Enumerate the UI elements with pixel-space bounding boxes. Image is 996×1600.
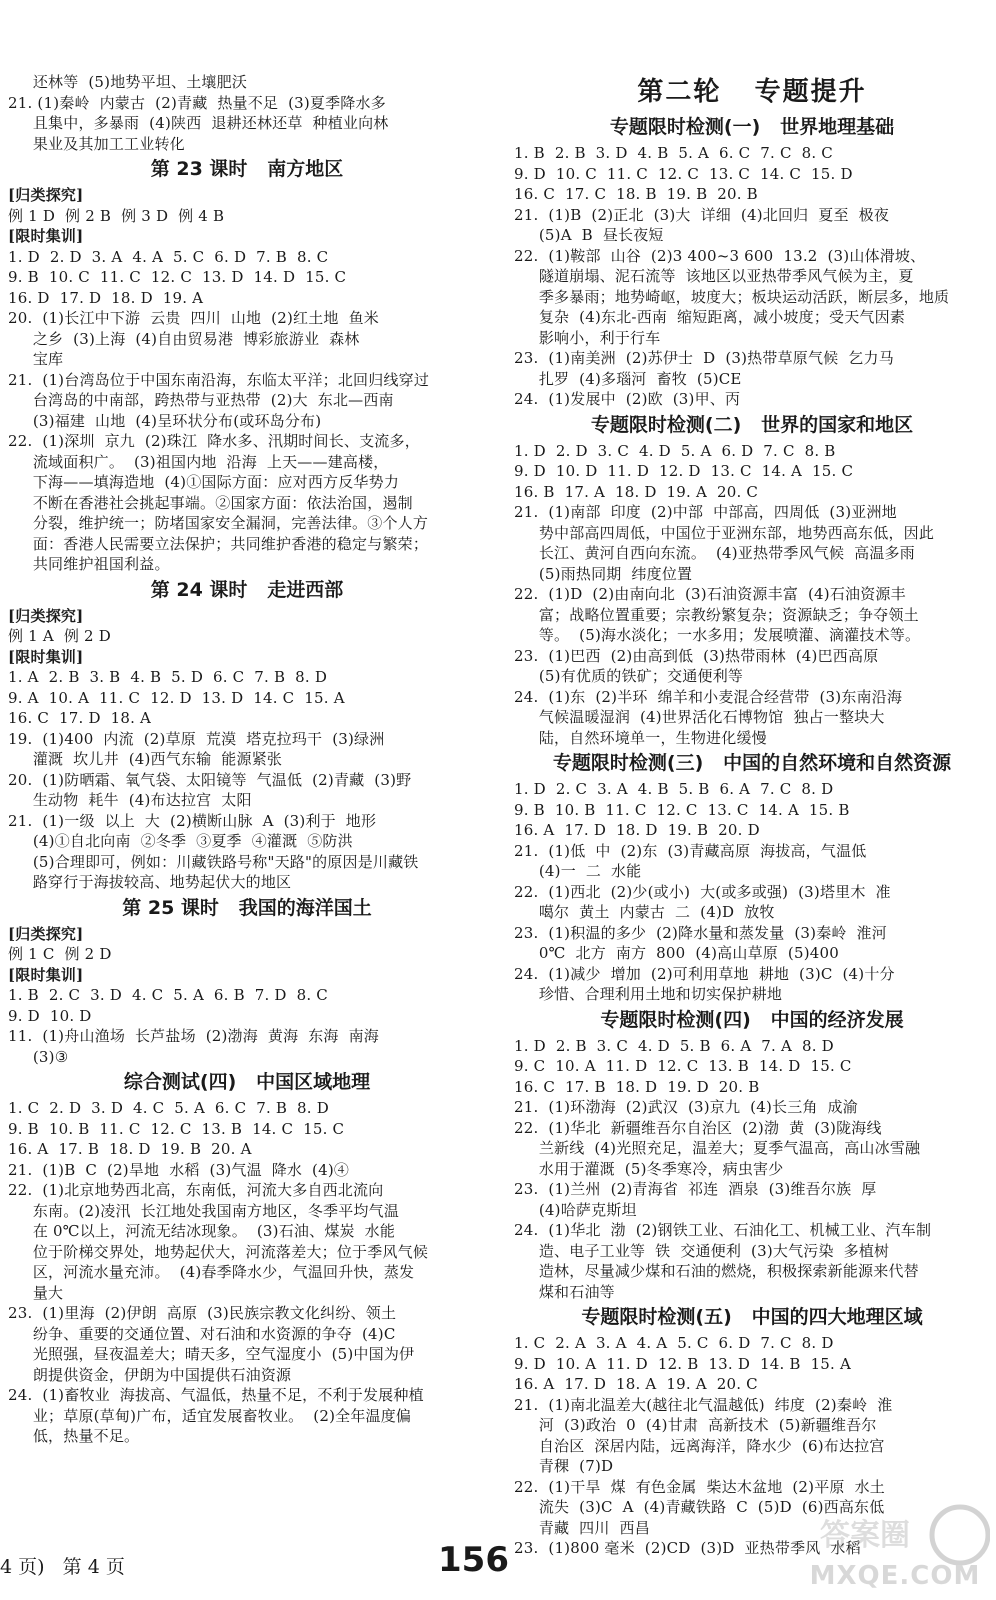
answer-line: 9. B 10. B 11. C 12. C 13. C 14. A 15. B — [514, 800, 850, 819]
answer-line: 扎罗 (4)多瑙河 畜牧 (5)CE — [514, 369, 742, 388]
answer-line: 水用于灌溉 (5)冬季寒冷，病虫害少 — [514, 1159, 784, 1178]
answer-line: 兰新线 (4)光照充足，温差大；夏季气温高，高山冰雪融 — [514, 1139, 921, 1157]
answer-line: 造林，尽量减少煤和石油的燃烧，积极探索新能源来代替 — [514, 1262, 919, 1280]
answer-line: 宝库 — [8, 350, 64, 368]
lesson-heading: 专题限时检测(二) 世界的国家和地区 — [590, 413, 914, 436]
answer-line: 22. (1)华北 新疆维吾尔自治区 (2)渤 黄 (3)陇海线 — [514, 1118, 882, 1137]
answer-line: 23. (1)南美洲 (2)苏伊士 D (3)热带草原气候 乞力马 — [514, 349, 894, 367]
section-tag: [限时集训] — [8, 647, 84, 666]
watermark-seal-icon — [800, 1500, 990, 1570]
answer-line: 陆，自然环境单一，生物进化缓慢 — [514, 728, 767, 747]
answer-line: 位于阶梯交界处，地势起伏大，河流落差大；位于季风气候 — [8, 1242, 429, 1261]
answer-line: 9. B 10. B 11. C 12. C 13. B 14. C 15. C — [8, 1119, 345, 1138]
answer-line: 23. (1)巴西 (2)由高到低 (3)热带雨林 (4)巴西高原 — [514, 646, 879, 665]
lesson-heading: 专题限时检测(四) 中国的经济发展 — [600, 1008, 904, 1031]
answer-line: (4)①自北向南 ②冬季 ③夏季 ④灌溉 ⑤防洪 — [8, 832, 353, 850]
answer-line: 16. C 17. C 18. B 19. B 20. B — [514, 185, 758, 203]
watermark-text: MXQE.COM — [809, 1561, 981, 1591]
answer-line: 之乡 (3)上海 (4)自由贸易港 博彩旅游业 森林 — [8, 329, 360, 348]
answer-line: 23. (1)里海 (2)伊朗 高原 (3)民族宗教文化纠纷、领土 — [8, 1304, 397, 1322]
answer-line: 例 1 C 例 2 D — [8, 945, 112, 963]
answer-line: 路穿行于海拔较高、地势起伏大的地区 — [8, 873, 292, 891]
answer-line: (4)一 二 水能 — [514, 862, 642, 880]
answer-line: (5)有优质的铁矿；交通便利等 — [514, 667, 744, 685]
answer-line: 24. (1)华北 渤 (2)钢铁工业、石油化工、机械工业、汽车制 — [514, 1221, 932, 1239]
answer-line: 造、电子工业等 铁 交通便利 (3)大气污染 多植树 — [514, 1241, 890, 1260]
section-tag: [归类探究] — [8, 186, 84, 204]
answer-line: 东南。(2)凌汛 长江地处我国南方地区，冬季平均气温 — [8, 1201, 400, 1220]
answer-line: 1. C 2. D 3. D 4. C 5. A 6. C 7. B 8. D — [8, 1099, 329, 1117]
svg-text:答案圈: 答案圈 — [820, 1518, 910, 1553]
answer-line: 21. (1)南部 印度 (2)中部 中部高，四周低 (3)亚洲地 — [514, 503, 897, 521]
answer-line: 1. D 2. C 3. A 4. B 5. B 6. A 7. C 8. D — [514, 780, 834, 798]
footer-page-info: 4 页) 第 4 页 — [0, 1556, 125, 1578]
lesson-heading: 专题限时检测(一) 世界地理基础 — [609, 116, 895, 138]
answer-line: 23. (1)兰州 (2)青海省 祁连 酒泉 (3)维吾尔族 厚 — [514, 1180, 877, 1198]
answer-line: 19. (1)400 内流 (2)草原 荒漠 塔克拉玛干 (3)绿洲 — [8, 729, 385, 748]
answer-line: 1. A 2. B 3. B 4. B 5. D 6. C 7. B 8. D — [8, 668, 328, 686]
answer-line: 还林等 (5)地势平坦、土壤肥沃 — [8, 73, 248, 91]
answer-line: 共同维护祖国利益。 — [8, 555, 170, 573]
answer-line: 24. (1)发展中 (2)欧 (3)甲、丙 — [514, 390, 741, 408]
answer-line: (5)A B 昼长夜短 — [514, 226, 664, 244]
answer-line: 青藏 四川 西昌 — [514, 1518, 650, 1537]
answer-line: 量大 — [8, 1283, 64, 1302]
answer-line: 面：香港人民需要立法保护；共同维护香港的稳定与繁荣； — [8, 534, 429, 553]
answer-line: 22. (1)鞍部 山谷 (2)3 400~3 600 13.2 (3)山体滑坡、 — [514, 246, 926, 265]
answer-line: 流域面积广。 (3)祖国内地 沿海 上天——建高楼， — [8, 452, 389, 471]
answer-line: 1. D 2. D 3. C 4. D 5. A 6. D 7. C 8. B — [514, 441, 836, 460]
answer-line: 21. (1)南北温差大(越往北气温越低) 纬度 (2)秦岭 淮 — [514, 1395, 893, 1414]
answer-line: 1. B 2. B 3. D 4. B 5. A 6. C 7. C 8. C — [514, 144, 833, 162]
lesson-heading: 综合测试(四) 中国区域地理 — [123, 1071, 371, 1093]
answer-line: 青稞 (7)D — [514, 1457, 614, 1475]
answer-line: 16. A 17. D 18. D 19. B 20. D — [514, 821, 760, 839]
answer-line: 1. C 2. A 3. A 4. A 5. C 6. D 7. C 8. D — [514, 1334, 834, 1352]
answer-line: 24. (1)减少 增加 (2)可利用草地 耕地 (3)C (4)十分 — [514, 964, 895, 983]
answer-line: 21. (1)B C (2)旱地 水稻 (3)气温 降水 (4)④ — [8, 1160, 350, 1179]
answer-line: 富；战略位置重要；宗教纷繁复杂；资源缺乏；争夺领土 — [514, 605, 919, 624]
answer-line: 且集中，多暴雨 (4)陕西 退耕还林还草 种植业向林 — [8, 114, 389, 132]
answer-line: 果业及其加工工业转化 — [8, 134, 185, 153]
page-number: 156 — [438, 1540, 509, 1580]
answer-line: 9. D 10. D 11. D 12. D 13. C 14. A 15. C — [514, 462, 854, 480]
answer-line: 21. (1)台湾岛位于中国东南沿海，东临太平洋；北回归线穿过 — [8, 370, 430, 389]
answer-line: 11. (1)舟山渔场 长芦盐场 (2)渤海 黄海 东海 南海 — [8, 1027, 379, 1045]
answer-line: (3)③ — [8, 1047, 69, 1066]
answer-line: 20. (1)防晒霜、氧气袋、太阳镜等 气温低 (2)青藏 (3)野 — [8, 770, 412, 789]
answer-line: 流失 (3)C A (4)青藏铁路 C (5)D (6)西高东低 — [514, 1498, 885, 1516]
answer-line: (3)福建 山地 (4)呈环状分布(或环岛分布) — [8, 411, 322, 430]
lesson-heading: 第 25 课时 我国的海洋国土 — [122, 896, 372, 919]
answer-line: 1. B 2. C 3. D 4. C 5. A 6. B 7. D 8. C — [8, 986, 328, 1004]
answer-line: 影响小，利于行车 — [514, 328, 661, 347]
answer-line: 不断在香港社会挑起事端。②国家方面：依法治国，遏制 — [8, 493, 413, 512]
section-tag: [限时集训] — [8, 965, 84, 984]
answer-line: 23. (1)积温的多少 (2)降水量和蒸发量 (3)秦岭 淮河 — [514, 923, 887, 942]
answer-line: 22. (1)干旱 煤 有色金属 柴达木盆地 (2)平原 水土 — [514, 1477, 885, 1496]
lesson-heading: 第 24 课时 走进西部 — [150, 578, 344, 601]
answer-line: 灌溉 坎儿井 (4)西气东输 能源紧张 — [8, 750, 283, 768]
answer-line: 22. (1)深圳 京九 (2)珠江 降水多、汛期时间长、支流多， — [8, 432, 420, 450]
answer-line: 24. (1)东 (2)半环 绵羊和小麦混合经营带 (3)东南沿海 — [514, 687, 903, 706]
answer-line: (5)雨热同期 纬度位置 — [514, 564, 693, 583]
answer-line: 23. (1)800 毫米 (2)CD (3)D 亚热带季风 水稻 — [514, 1539, 861, 1557]
lesson-heading: 专题限时检测(五) 中国的四大地理区域 — [581, 1306, 923, 1328]
answer-line: 下海——填海造地 (4)①国际方面：应对西方反华势力 — [8, 473, 400, 491]
answer-line: 24. (1)畜牧业 海拔高、气温低，热量不足，不利于发展种植 — [8, 1386, 424, 1404]
answer-line: 自治区 深居内陆，远离海洋，降水少 (6)布达拉宫 — [514, 1436, 885, 1455]
answer-line: 16. B 17. A 18. D 19. A 20. C — [514, 482, 759, 501]
answer-line: 隧道崩塌、泥石流等 该地区以亚热带季风气候为主，夏 — [514, 267, 914, 285]
answer-line: 台湾岛的中南部，跨热带与亚热带 (2)大 东北—西南 — [8, 391, 394, 409]
section-title: 第二轮 专题提升 — [637, 77, 867, 107]
answer-line: 16. A 17. B 18. D 19. B 20. A — [8, 1140, 252, 1158]
answer-line: 22. (1)D (2)由南向北 (3)石油资源丰富 (4)石油资源丰 — [514, 585, 906, 603]
answer-line: 9. D 10. A 11. D 12. B 13. D 14. B 15. A — [514, 1354, 852, 1373]
answer-line: (4)哈萨克斯坦 — [514, 1200, 637, 1219]
answer-line: 噶尔 黄土 内蒙古 二 (4)D 放牧 — [514, 903, 775, 921]
answer-line: 例 1 A 例 2 D — [8, 627, 111, 645]
answer-line: 21. (1)一级 以上 大 (2)横断山脉 A (3)利于 地形 — [8, 811, 377, 830]
answer-line: 例 1 D 例 2 B 例 3 D 例 4 B — [8, 206, 225, 225]
answer-line: 16. C 17. D 18. A — [8, 709, 152, 727]
answer-line: 纷争、重要的交通位置、对石油和水资源的争夺 (4)C — [8, 1324, 396, 1343]
answer-line: 9. C 10. A 11. D 12. C 13. B 14. D 15. C — [514, 1057, 852, 1075]
section-tag: [归类探究] — [8, 924, 84, 943]
answer-line: 低，热量不足。 — [8, 1427, 140, 1445]
answer-line: 气候温暖湿润 (4)世界活化石博物馆 独占一整块大 — [514, 708, 885, 726]
answer-line: 21. (1)秦岭 内蒙古 (2)青藏 热量不足 (3)夏季降水多 — [8, 93, 386, 112]
answer-line: 16. C 17. B 18. D 19. D 20. B — [514, 1077, 760, 1096]
answer-line: 长江、黄河自西向东流。 (4)亚热带季风气候 高温多雨 — [514, 544, 915, 562]
answer-line: 等。 (5)海水淡化；一水多用；发展喷灌、滴灌技术等。 — [514, 626, 921, 644]
answer-line: 0℃ 北方 南方 800 (4)高山草原 (5)400 — [514, 944, 840, 962]
answer-line: 复杂 (4)东北-西南 缩短距离，减小坡度；受天气因素 — [514, 308, 906, 326]
left-answer-column — [8, 72, 486, 1447]
answer-line: 9. D 10. C 11. C 12. C 13. C 14. C 15. D — [514, 164, 853, 183]
answer-line: 业；草原(草甸)广布，适宜发展畜牧业。 (2)全年温度偏 — [8, 1406, 412, 1425]
answer-line: 9. B 10. C 11. C 12. C 13. D 14. D 15. C — [8, 268, 347, 286]
lesson-heading: 专题限时检测(三) 中国的自然环境和自然资源 — [552, 752, 952, 774]
answer-line: 区，河流水量充沛。 (4)春季降水少，气温回升快，蒸发 — [8, 1263, 415, 1281]
answer-line: 1. D 2. D 3. A 4. A 5. C 6. D 7. B 8. C — [8, 247, 329, 266]
watermark-logo — [800, 1500, 990, 1595]
answer-line: 生动物 耗牛 (4)布达拉宫 太阳 — [8, 791, 252, 809]
section-tag: [限时集训] — [8, 227, 84, 245]
answer-line: 河 (3)政治 0 (4)甘肃 高新技术 (5)新疆维吾尔 — [514, 1416, 877, 1434]
answer-line: 22. (1)北京地势西北高，东南低，河流大多自西北流向 — [8, 1181, 384, 1199]
answer-line: 9. D 10. D — [8, 1006, 92, 1025]
answer-line: 9. A 10. A 11. C 12. D 13. D 14. C 15. A — [8, 688, 345, 707]
answer-line: 光照强，昼夜温差大；晴天多，空气湿度小 (5)中国为伊 — [8, 1345, 415, 1363]
answer-line: 21. (1)B (2)正北 (3)大 详细 (4)北回归 夏至 极夜 — [514, 205, 890, 224]
answer-line: 煤和石油等 — [514, 1282, 615, 1301]
right-answer-column — [514, 72, 990, 1559]
answer-line: 珍惜、合理利用土地和切实保护耕地 — [514, 985, 783, 1003]
answer-line: 22. (1)西北 (2)少(或小) 大(或多或强) (3)塔里木 准 — [514, 882, 891, 901]
answer-line: 季多暴雨；地势崎岖，坡度大；板块运动活跃，断层多，地质 — [514, 287, 950, 306]
answer-line: 分裂，维护统一；防堵国家安全漏洞，完善法律。③个人方 — [8, 514, 429, 532]
answer-line: 21. (1)环渤海 (2)武汉 (3)京九 (4)长三角 成渝 — [514, 1098, 858, 1116]
section-tag: [归类探究] — [8, 606, 84, 625]
answer-line: 16. A 17. D 18. A 19. A 20. C — [514, 1375, 758, 1393]
answer-line: 20. (1)长江中下游 云贵 四川 山地 (2)红土地 鱼米 — [8, 309, 379, 327]
answer-line: 1. D 2. B 3. C 4. D 5. B 6. A 7. A 8. D — [514, 1036, 834, 1055]
answer-line: 势中部高四周低，中国位于亚洲东部，地势西高东低，因此 — [514, 523, 935, 542]
answer-line: 朗提供资金，伊朗为中国提供石油资源 — [8, 1365, 292, 1384]
answer-line: 21. (1)低 中 (2)东 (3)青藏高原 海拔高，气温低 — [514, 841, 867, 860]
answer-line: 在 0℃以上，河流无结冰现象。 (3)石油、煤炭 水能 — [8, 1222, 396, 1240]
lesson-heading: 第 23 课时 南方地区 — [150, 158, 344, 180]
answer-line: 16. D 17. D 18. D 19. A — [8, 288, 204, 307]
answer-line: (5)合理即可，例如：川藏铁路号称"天路"的原因是川藏铁 — [8, 852, 419, 871]
